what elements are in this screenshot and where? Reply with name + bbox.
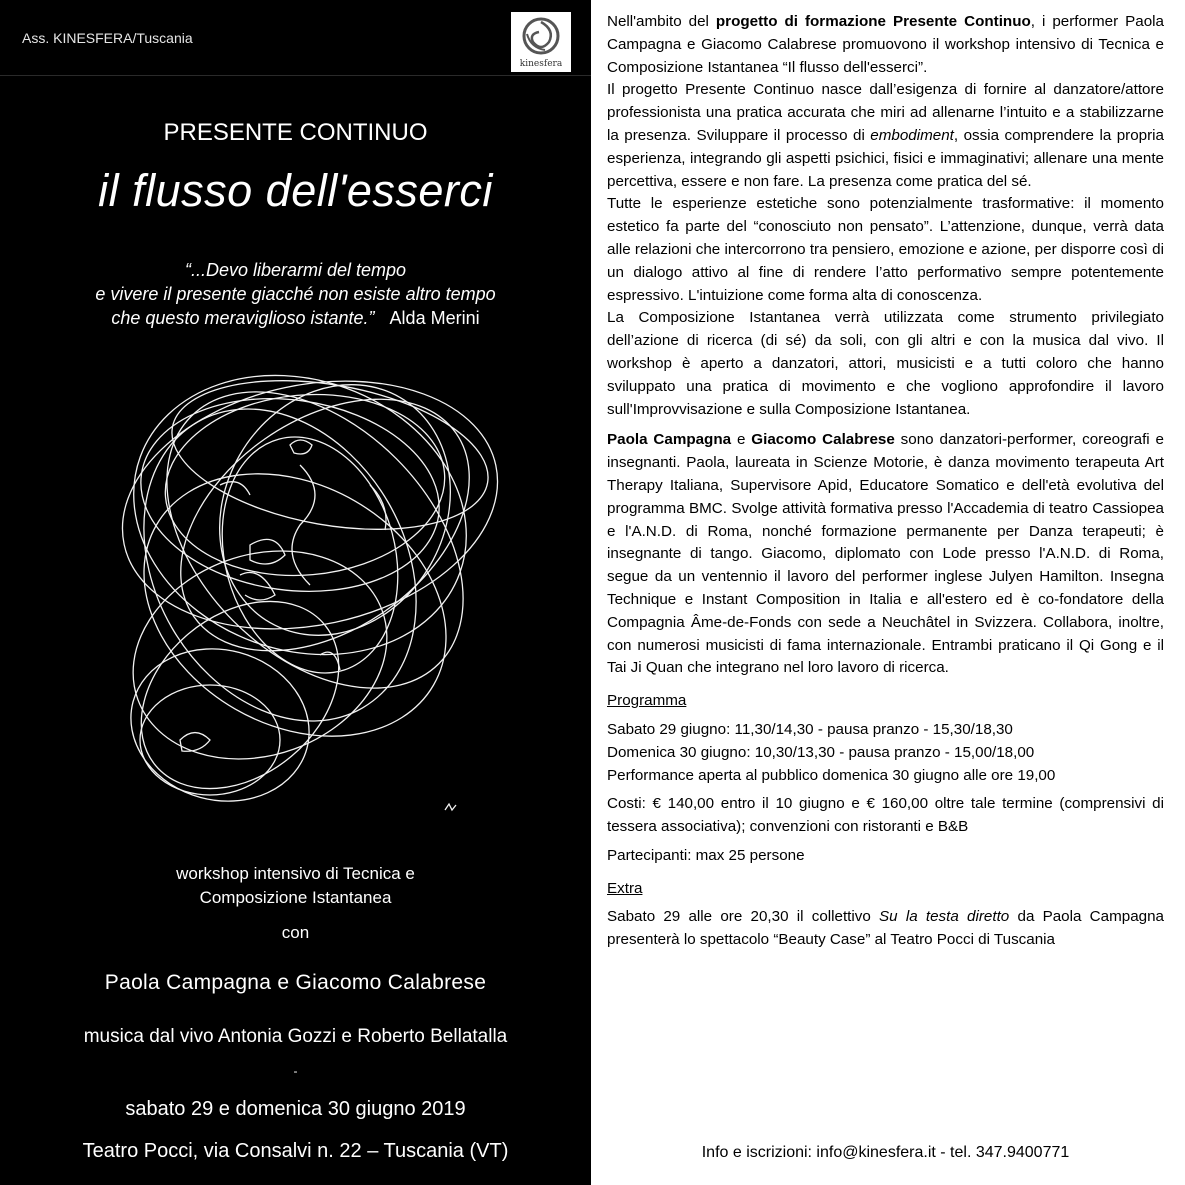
bio-paragraph: [607, 429, 1164, 680]
participants-line: Partecipanti: max 25 persone: [607, 846, 805, 864]
separator: -: [293, 1064, 298, 1078]
collective-name: Su la testa diretto: [879, 908, 1010, 926]
extra-heading: Extra: [607, 879, 643, 897]
text-span: sono danzatori-performer, coreografi e insegnanti. Paola, laureata in Scienze Motorie, è danza movimento terapeuta Art Therapy Italiana, Supervisore Apid, Educatore Somatico e dell'età evolutiva del programma BMC. Svolge attività formativa presso l'Accademia di teatro Cassiopea e l'A.N.D. di Roma, nonché formazione permanente per Danza terapeuti; è insegnante di tango. Giacomo, diplomato con Lode presso l'A.N.D. di Roma, segue da un ventennio il lavoro del performer inglese Julyen Hamilton. Insegna Technique e Instant Composition in Italia e all'estero ed è co-fondatore della Compagnia Âme-de-Fonds con sede a Neuchâtel in Svizzera. Collabora, inoltre, con numerosi musicisti di fama internazionale. Entrambi praticano il Qi Gong e il Tai Ji Quan che integrano nel loro lavoro di ricerca.: [607, 431, 1165, 677]
workshop-line-1: workshop intensivo di Tecnica e: [176, 864, 415, 883]
quote-line-3: [0, 306, 591, 330]
quote-text: che questo meraviglioso istante.”: [111, 308, 375, 328]
project-name: progetto di formazione Presente Continuo: [715, 13, 1031, 30]
text-span: , ossia comprendere la propria esperienza, integrando gli aspetti psichici, fisici e immaginativi; allenare una mente percettiva, essere e non fare. La presenza come pratica del sé.: [607, 126, 1165, 190]
program-line-2: Domenica 30 giugno: 10,30/13,30 - pausa pranzo - 15,00/18,00: [607, 743, 1035, 761]
text-span: Nell'ambito del: [607, 13, 716, 30]
composition-paragraph: La Composizione Istantanea verrà utilizzata come strumento privilegiato dell’azione di ricerca (di sé) da soli, con gli altri e con la musica dal vivo. Il workshop è aperto a danzatori, attori, musicisti e a tutti coloro che hanno sviluppato una pratica di movimento e che vogliono approfondire il lavoro sull'Improvvisazione e sulla Composizione Istantanea.: [607, 309, 1164, 418]
quote-line-2: e vivere il presente giacché non esiste altro tempo: [95, 284, 496, 304]
info-text-column: [607, 11, 1164, 952]
poster-title: PRESENTE CONTINUO: [163, 119, 428, 146]
quote-line-1: “...Devo liberarmi del tempo: [184, 260, 407, 280]
con-label: con: [281, 923, 310, 942]
organization-name: Ass. KINESFERA/Tuscania: [22, 30, 193, 46]
quote: [0, 258, 591, 330]
logo-text: kinesfera: [519, 59, 563, 69]
costs-paragraph: Costi: € 140,00 entro il 10 giugno e € 160,00 oltre tale termine (comprensivi di tessera associativa); convenzioni con ristoranti e B&B: [607, 795, 1164, 836]
workshop-description: [0, 862, 591, 910]
text-span: Il progetto Presente Continuo nasce dall’esigenza di fornire al danzatore/attore professionista una pratica accurata che miri ad allenarne l’intuito e a stabilizzarne la presenza. Sviluppare il processo di: [607, 81, 1164, 144]
quote-author: Alda Merini: [389, 308, 480, 328]
text-span: Sabato 29 alle ore 20,30 il collettivo: [607, 908, 880, 926]
event-dates: sabato 29 e domenica 30 giugno 2019: [125, 1098, 466, 1120]
text-span: da Paola Campagna presenterà lo spettacolo “Beauty Case” al Teatro Pocci di Tuscania: [607, 908, 1164, 949]
intro-paragraph: [607, 11, 1164, 79]
embodiment-term: embodiment: [870, 126, 954, 144]
kinesfera-logo: [511, 12, 571, 72]
program-line-1: Sabato 29 giugno: 11,30/14,30 - pausa pranzo - 15,30/18,30: [607, 720, 1013, 738]
event-venue: Teatro Pocci, via Consalvi n. 22 – Tuscania (VT): [82, 1140, 509, 1162]
poster-subtitle: il flusso dell'esserci: [98, 165, 493, 216]
line-drawing-illustration: [100, 355, 510, 835]
poster-header: [0, 0, 591, 76]
extra-paragraph: [607, 906, 1164, 952]
text-span: , i performer Paola Campagna e Giacomo Calabrese promuovono il workshop intensivo di Tecnica e Composizione Istantanea “Il flusso dell'esserci”.: [607, 13, 1164, 76]
music-credits: musica dal vivo Antonia Gozzi e Roberto Bellatalla: [83, 1026, 508, 1047]
program-line-3: Performance aperta al pubblico domenica 30 giugno alle ore 19,00: [607, 766, 1056, 784]
bio-name-1: Paola Campagna: [607, 431, 732, 449]
poster-panel: [0, 0, 591, 1185]
text-span: e: [731, 431, 752, 449]
workshop-line-2: Composizione Istantanea: [199, 888, 392, 907]
bio-name-2: Giacomo Calabrese: [751, 431, 895, 449]
aesthetic-paragraph: Tutte le esperienze estetiche sono potenzialmente trasformative: il momento estetico fa parte del “conosciuto non pensato”. L’attenzione, dunque, verrà data alle relazioni che intercorrono tra pensiero, emozione e azione, per disporre così di un dialogo attivo al fine di rendere l’atto performativo sempre potentemente espressivo. L'intuizione come forma alta di conoscenza.: [607, 195, 1164, 304]
contact-footer: Info e iscrizioni: info@kinesfera.it - tel. 347.9400771: [701, 1144, 1070, 1161]
programma-heading: Programma: [607, 692, 687, 710]
project-paragraph: [607, 79, 1164, 193]
performer-names: Paola Campagna e Giacomo Calabrese: [104, 971, 487, 994]
